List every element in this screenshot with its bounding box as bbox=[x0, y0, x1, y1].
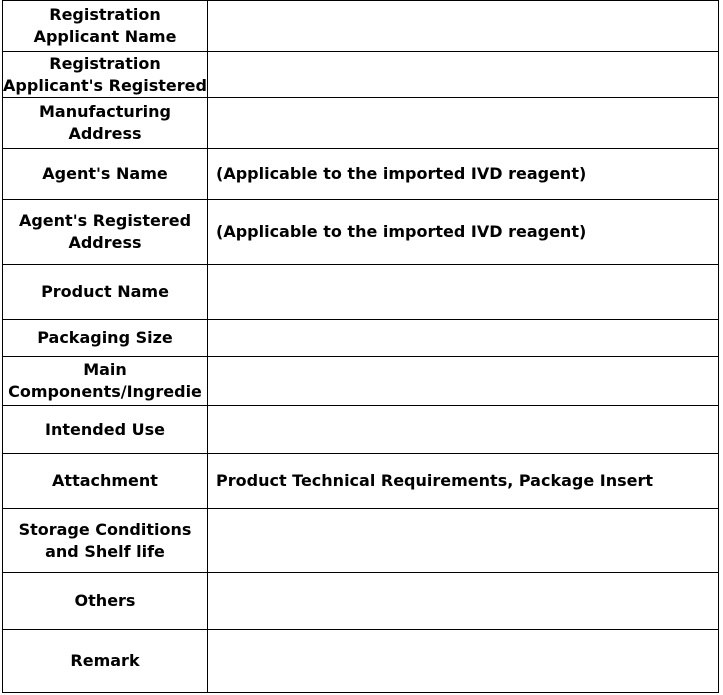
field-value: (Applicable to the imported IVD reagent) bbox=[216, 222, 587, 241]
table-row bbox=[3, 149, 719, 200]
table-row bbox=[3, 406, 719, 454]
field-value-cell[interactable] bbox=[208, 573, 719, 630]
field-label: Agent's Name bbox=[42, 164, 168, 183]
field-value-cell[interactable] bbox=[208, 357, 719, 406]
field-value-cell[interactable] bbox=[208, 52, 719, 98]
table-row bbox=[3, 454, 719, 509]
field-label-cell bbox=[3, 98, 208, 149]
field-value-cell[interactable] bbox=[208, 265, 719, 320]
field-label: Others bbox=[74, 591, 136, 610]
field-label-cell bbox=[3, 357, 208, 406]
field-value-cell[interactable] bbox=[208, 320, 719, 357]
field-value-cell[interactable] bbox=[208, 406, 719, 454]
field-value-cell[interactable] bbox=[208, 630, 719, 693]
table-row bbox=[3, 98, 719, 149]
field-value: Product Technical Requirements, Package Insert bbox=[216, 471, 654, 490]
field-label: Packaging Size bbox=[37, 328, 173, 347]
field-label: Agent's Registered Address bbox=[18, 211, 192, 252]
field-label: Intended Use bbox=[45, 419, 165, 439]
field-label: Storage Conditions and Shelf life bbox=[18, 519, 192, 561]
field-label-cell bbox=[3, 454, 208, 509]
field-label-cell bbox=[3, 406, 208, 454]
field-label: Registration Applicant's Registered bbox=[3, 53, 207, 95]
table-row bbox=[3, 52, 719, 98]
field-label: Remark bbox=[70, 651, 140, 670]
table-row bbox=[3, 265, 719, 320]
field-value-cell[interactable] bbox=[208, 149, 719, 200]
field-label-cell bbox=[3, 200, 208, 265]
field-label-cell bbox=[3, 320, 208, 357]
table-row bbox=[3, 1, 719, 52]
field-label-cell bbox=[3, 52, 208, 98]
table-row bbox=[3, 509, 719, 573]
field-label: Manufacturing Address bbox=[39, 102, 171, 143]
field-label-cell bbox=[3, 573, 208, 630]
field-value: (Applicable to the imported IVD reagent) bbox=[216, 164, 587, 183]
field-label-cell bbox=[3, 1, 208, 52]
table-row bbox=[3, 320, 719, 357]
field-value-cell[interactable] bbox=[208, 1, 719, 52]
field-label-cell bbox=[3, 509, 208, 573]
field-label: Registration Applicant Name bbox=[33, 5, 177, 46]
field-value-cell[interactable] bbox=[208, 509, 719, 573]
table-row bbox=[3, 357, 719, 406]
field-label-cell bbox=[3, 265, 208, 320]
field-value-cell[interactable] bbox=[208, 454, 719, 509]
table-row bbox=[3, 630, 719, 693]
field-label-cell bbox=[3, 630, 208, 693]
field-label: Attachment bbox=[52, 471, 158, 490]
field-value-cell[interactable] bbox=[208, 200, 719, 265]
field-label: Product Name bbox=[41, 282, 169, 301]
table-row bbox=[3, 200, 719, 265]
field-label: Main Components/Ingredie bbox=[8, 360, 202, 401]
registration-form-table bbox=[2, 0, 719, 693]
field-label-cell bbox=[3, 149, 208, 200]
field-value-cell[interactable] bbox=[208, 98, 719, 149]
table-row bbox=[3, 573, 719, 630]
